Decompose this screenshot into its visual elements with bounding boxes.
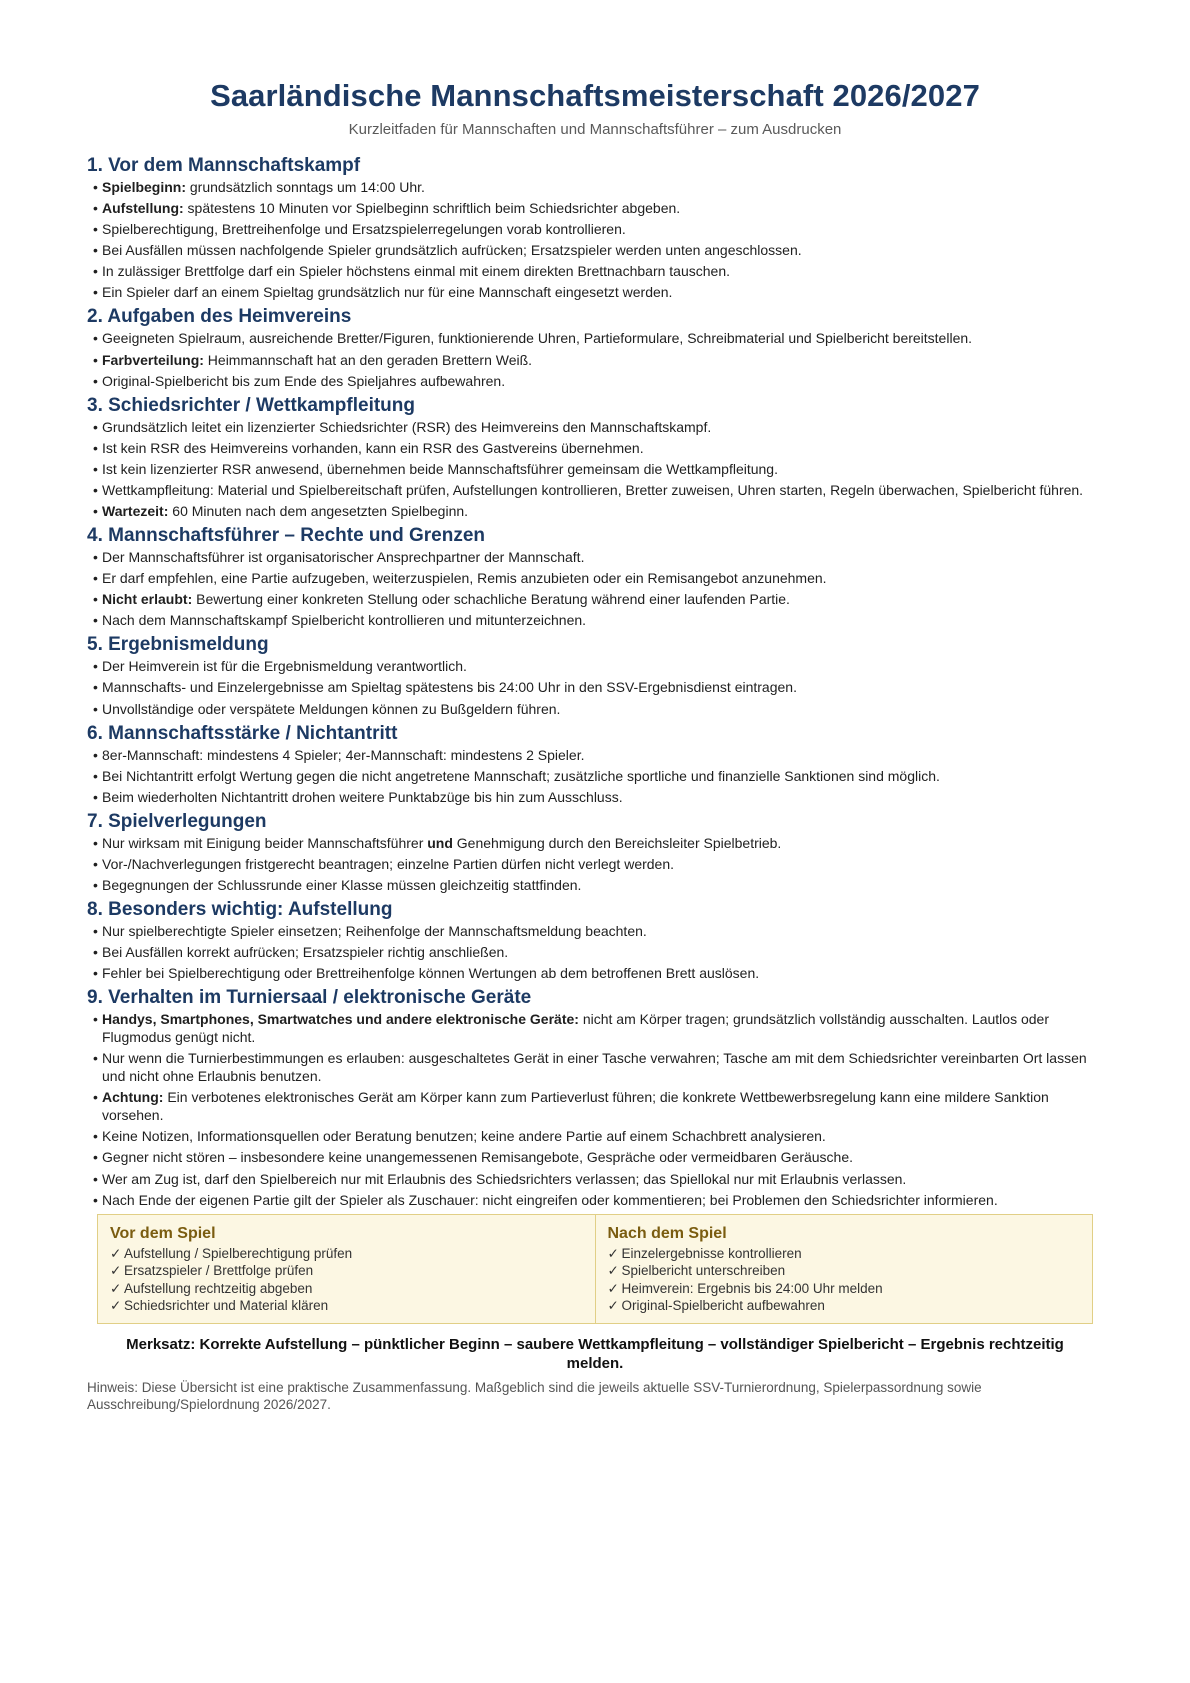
checklist-item-text: Einzelergebnisse kontrollieren [621, 1245, 802, 1261]
item-label: Nicht erlaubt: [102, 591, 193, 608]
section-8 [87, 898, 1103, 982]
document-title: Saarländische Mannschaftsmeisterschaft 2026/2027 [210, 78, 980, 113]
item-text: Bei Ausfällen müssen nachfolgende Spieler grundsätzlich aufrücken; Ersatzspieler werden unten angeschlossen. [102, 242, 802, 259]
list-item [87, 283, 1103, 301]
item-text: Bei Nichtantritt erfolgt Wertung gegen die nicht angetretene Mannschaft; zusätzliche sportliche und finanzielle Sanktionen sind möglich. [102, 767, 940, 784]
hinweis-note: Hinweis: Diese Übersicht ist eine praktische Zusammenfassung. Maßgeblich sind die jeweils aktuelle SSV-Turnierordnung, Spielerpassordnung sowie Ausschreibung/Spielordnung 2026/2027. [87, 1379, 982, 1413]
item-text: Spielberechtigung, Brettreihenfolge und Ersatzspielerregelungen vorab kontrollieren. [102, 221, 626, 238]
section-heading: 3. Schiedsrichter / Wettkampfleitung [87, 394, 416, 416]
checkmark-icon: ✓ [110, 1245, 122, 1261]
item-text: Bewertung einer konkreten Stellung oder schachliche Beratung während einer laufenden Partie. [192, 591, 790, 608]
item-text: Grundsätzlich leitet ein lizenzierter Schiedsrichter (RSR) des Heimvereins den Mannschaftskampf. [102, 418, 712, 435]
section-9 [87, 986, 1103, 1209]
item-text: grundsätzlich sonntags um 14:00 Uhr. [186, 179, 425, 195]
list-item [87, 1088, 1103, 1124]
item-text: Original-Spielbericht bis zum Ende des Spieljahres aufbewahren. [102, 372, 506, 389]
item-text: Er darf empfehlen, eine Partie aufzugeben, weiterzuspielen, Remis anzubieten oder ein Remisangebot anzunehmen. [102, 570, 827, 587]
checkmark-icon: ✓ [607, 1298, 619, 1314]
list-item [87, 460, 1103, 478]
checklist-before [98, 1215, 595, 1323]
item-text: Der Heimverein ist für die Ergebnismeldung verantwortlich. [102, 658, 467, 675]
item-text: Begegnungen der Schlussrunde einer Klasse müssen gleichzeitig stattfinden. [102, 876, 582, 893]
item-text: Wer am Zug ist, darf den Spielbereich nur mit Erlaubnis des Schiedsrichters verlassen; das Spiellokal nur mit Erlaubnis verlassen. [102, 1170, 907, 1187]
checklist-item [110, 1262, 583, 1280]
list-item [87, 657, 1103, 675]
section-items [87, 746, 1103, 806]
checklist-item [608, 1297, 1081, 1315]
section-heading: 6. Mannschaftsstärke / Nichtantritt [87, 722, 398, 744]
section-7 [87, 810, 1103, 894]
item-label: Aufstellung: [102, 200, 184, 217]
list-item [87, 922, 1103, 940]
checklist-item [608, 1280, 1081, 1298]
list-item [87, 590, 1103, 608]
list-item [87, 834, 1103, 852]
list-item [87, 611, 1103, 629]
checklist-after [595, 1215, 1093, 1323]
checkmark-icon: ✓ [110, 1280, 122, 1296]
list-item [87, 569, 1103, 587]
item-text: spätestens 10 Minuten vor Spielbeginn schriftlich beim Schiedsrichter abgeben. [183, 200, 681, 217]
item-text: In zulässiger Brettfolge darf ein Spieler höchstens einmal mit einem direkten Brettnachbarn tauschen. [102, 263, 731, 280]
list-item [87, 481, 1103, 499]
section-heading: 4. Mannschaftsführer – Rechte und Grenzen [87, 525, 486, 547]
item-text: Unvollständige oder verspätete Meldungen können zu Bußgeldern führen. [102, 700, 561, 717]
item-text: Nach Ende der eigenen Partie gilt der Spieler als Zuschauer: nicht eingreifen oder kommentieren; bei Problemen den Schiedsrichter informieren. [102, 1191, 998, 1208]
item-text: Keine Notizen, Informationsquellen oder Beratung benutzen; keine andere Partie auf einem Schachbrett analysieren. [102, 1128, 826, 1145]
list-item [87, 372, 1103, 390]
list-item [87, 502, 1103, 520]
checklist-item-text: Aufstellung / Spielberechtigung prüfen [124, 1245, 353, 1261]
list-item [87, 199, 1103, 217]
item-text: nicht am Körper tragen; grundsätzlich vollständig ausschalten. Lautlos oder Flugmodus genügt nicht. [102, 1011, 1049, 1046]
checklist-after-title: Nach dem Spiel [607, 1224, 727, 1242]
item-text: Fehler bei Spielberechtigung oder Brettreihenfolge können Wertungen ab dem betroffenen Brett auslösen. [102, 965, 760, 982]
item-emphasis: und [427, 834, 453, 851]
item-text: Nur wirksam mit Einigung beider Mannschaftsführer [102, 834, 428, 851]
section-heading: 8. Besonders wichtig: Aufstellung [87, 898, 393, 920]
checkmark-icon: ✓ [607, 1245, 619, 1261]
merksatz: Merksatz: Korrekte Aufstellung – pünktlicher Beginn – saubere Wettkampfleitung – vollständiger Spielbericht – Ergebnis rechtzeitig melden. [126, 1335, 1064, 1372]
list-item [87, 418, 1103, 436]
list-item [87, 1191, 1103, 1209]
item-text: Gegner nicht stören – insbesondere keine unangemessenen Remisangebote, Gespräche oder vermeidbaren Geräusche. [102, 1149, 854, 1166]
item-label: Spielbeginn: [102, 179, 186, 195]
checklist-item-text: Schiedsrichter und Material klären [124, 1298, 329, 1314]
item-text: Ist kein RSR des Heimvereins vorhanden, kann ein RSR des Gastvereins übernehmen. [102, 439, 644, 456]
list-item [87, 329, 1103, 347]
section-items [87, 657, 1103, 717]
item-text: Nur spielberechtigte Spieler einsetzen; Reihenfolge der Mannschaftsmeldung beachten. [102, 922, 647, 939]
checklist-item [110, 1245, 583, 1263]
section-2 [87, 305, 1103, 389]
item-text: Ist kein lizenzierter RSR anwesend, übernehmen beide Mannschaftsführer gemeinsam die Wettkampfleitung. [102, 460, 778, 477]
item-text-after: Genehmigung durch den Bereichsleiter Spielbetrieb. [452, 834, 782, 851]
section-3 [87, 394, 1103, 520]
item-text: Der Mannschaftsführer ist organisatorischer Ansprechpartner der Mannschaft. [102, 549, 585, 566]
checklist-after-items [608, 1245, 1081, 1315]
document-subtitle: Kurzleitfaden für Mannschaften und Mannschaftsführer – zum Ausdrucken [348, 121, 842, 138]
section-items [87, 418, 1103, 520]
list-item [87, 678, 1103, 696]
list-item [87, 1049, 1103, 1085]
list-item [87, 964, 1103, 982]
section-heading: 5. Ergebnismeldung [87, 634, 269, 656]
section-items [87, 1010, 1103, 1209]
item-text: Vor-/Nachverlegungen fristgerecht beantragen; einzelne Partien dürfen nicht verlegt werden. [102, 855, 675, 872]
section-heading: 7. Spielverlegungen [87, 810, 267, 832]
list-item [87, 1127, 1103, 1145]
section-6 [87, 722, 1103, 806]
list-item [87, 351, 1103, 369]
checklist-item [608, 1262, 1081, 1280]
section-heading: 1. Vor dem Mannschaftskampf [87, 155, 361, 176]
checklist-item-text: Aufstellung rechtzeitig abgeben [124, 1280, 313, 1296]
list-item [87, 178, 1103, 196]
checklist-item-text: Heimverein: Ergebnis bis 24:00 Uhr melden [621, 1280, 883, 1296]
checklist-before-title: Vor dem Spiel [110, 1224, 216, 1242]
list-item [87, 1170, 1103, 1188]
checklist-item-text: Spielbericht unterschreiben [621, 1263, 786, 1279]
checklist-item-text: Ersatzspieler / Brettfolge prüfen [124, 1263, 314, 1279]
list-item [87, 1148, 1103, 1166]
document-page [87, 74, 1103, 1414]
list-item [87, 700, 1103, 718]
list-item [87, 943, 1103, 961]
section-5 [87, 633, 1103, 717]
section-4 [87, 524, 1103, 629]
section-heading: 2. Aufgaben des Heimvereins [87, 306, 352, 328]
item-label: Handys, Smartphones, Smartwatches und andere elektronische Geräte: [102, 1011, 579, 1028]
checklist-panel [97, 1214, 1093, 1324]
section-items [87, 922, 1103, 982]
checkmark-icon: ✓ [110, 1298, 122, 1314]
list-item [87, 746, 1103, 764]
item-text: Ein Spieler darf an einem Spieltag grundsätzlich nur für eine Mannschaft eingesetzt werden. [102, 284, 673, 301]
checklist-item [608, 1245, 1081, 1263]
item-text: 8er-Mannschaft: mindestens 4 Spieler; 4er-Mannschaft: mindestens 2 Spieler. [102, 746, 585, 763]
checkmark-icon: ✓ [607, 1263, 619, 1279]
section-heading: 9. Verhalten im Turniersaal / elektronische Geräte [87, 987, 532, 1009]
section-1 [87, 154, 1103, 301]
checklist-before-items [110, 1245, 583, 1315]
item-text: Ein verbotenes elektronisches Gerät am Körper kann zum Partieverlust führen; die konkrete Wettbewerbsregelung kann eine mildere Sanktion vorsehen. [102, 1089, 1049, 1124]
item-text: Mannschafts- und Einzelergebnisse am Spieltag spätestens bis 24:00 Uhr in den SSV-Ergebnisdienst eintragen. [102, 679, 797, 696]
item-label: Farbverteilung: [102, 351, 204, 368]
list-item [87, 439, 1103, 457]
list-item [87, 788, 1103, 806]
item-text: Geeigneten Spielraum, ausreichende Bretter/Figuren, funktionierende Uhren, Partieformulare, Schreibmaterial und Spielbericht bereitstellen. [102, 330, 973, 347]
item-text: Beim wiederholten Nichtantritt drohen weitere Punktabzüge bis hin zum Ausschluss. [102, 788, 623, 805]
item-label: Wartezeit: [102, 503, 169, 520]
list-item [87, 262, 1103, 280]
list-item [87, 548, 1103, 566]
item-text: Wettkampfleitung: Material und Spielbereitschaft prüfen, Aufstellungen kontrollieren, Bretter zuweisen, Uhren starten, Regeln überwachen, Spielbericht führen. [102, 481, 1084, 498]
section-items [87, 329, 1103, 389]
item-text: 60 Minuten nach dem angesetzten Spielbeginn. [168, 503, 469, 520]
item-text: Heimmannschaft hat an den geraden Brettern Weiß. [203, 351, 533, 368]
list-item [87, 1010, 1103, 1046]
item-text: Nur wenn die Turnierbestimmungen es erlauben: ausgeschaltetes Gerät in einer Tasche verwahren; Tasche am mit dem Schiedsrichter vereinbarten Ort lassen und nicht ohne Erlaubnis benutzen. [102, 1050, 1087, 1085]
list-item [87, 767, 1103, 785]
item-label: Achtung: [102, 1089, 164, 1106]
checklist-item [110, 1297, 583, 1315]
item-text: Nach dem Mannschaftskampf Spielbericht kontrollieren und mitunterzeichnen. [102, 612, 587, 629]
checkmark-icon: ✓ [607, 1280, 619, 1296]
checklist-item [110, 1280, 583, 1298]
list-item [87, 855, 1103, 873]
section-items [87, 548, 1103, 629]
checklist-item-text: Original-Spielbericht aufbewahren [621, 1298, 825, 1314]
list-item [87, 241, 1103, 259]
section-items [87, 178, 1103, 301]
list-item [87, 220, 1103, 238]
item-text: Bei Ausfällen korrekt aufrücken; Ersatzspieler richtig anschließen. [102, 943, 509, 960]
list-item [87, 876, 1103, 894]
sections-container [87, 154, 1103, 1209]
checkmark-icon: ✓ [110, 1263, 122, 1279]
section-items [87, 834, 1103, 894]
